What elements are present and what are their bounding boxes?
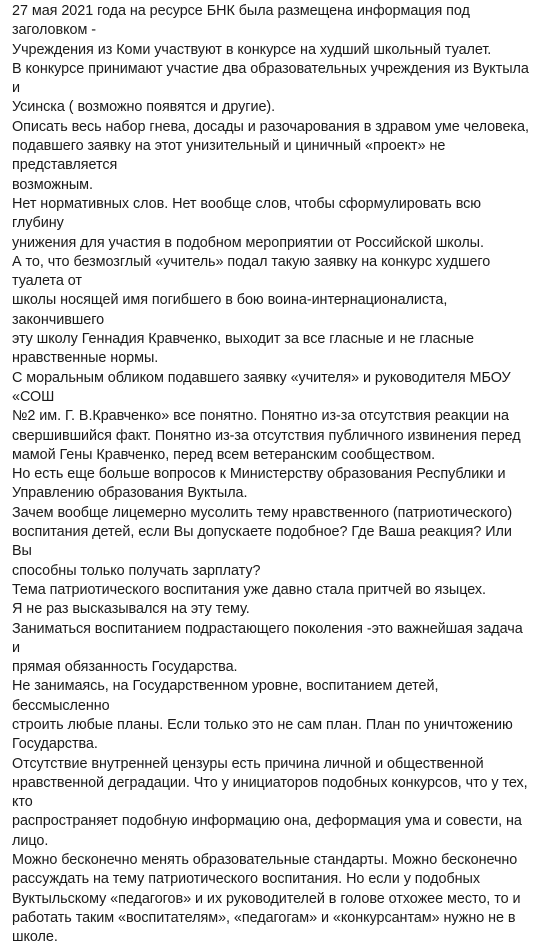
paragraph-8: Зачем вообще лицемерно мусолить тему нравственного (патриотического) воспитания детей, если Вы допускаете подобное? Где Ваша реакция? Или Вы способны только получать зарплату? <box>12 504 513 579</box>
paragraph-14: Можно бесконечно менять образовательные стандарты. Можно бесконечно рассуждать на тему патриотического воспитания. Но если у подобных Вуктыльскому «педагогов» и их руководителей в голове отхожее место, то и работать таким «воспитателям», «педагогам» и «конкурсантам» нужно не в школе. <box>12 852 521 946</box>
paragraph-2: В конкурсе принимают участие два образовательных учреждения из Вуктыла и Усинска ( возможно появятся и другие). <box>12 60 529 116</box>
paragraph-7: Но есть еще больше вопросов к Министерству образования Республики и Управлению образования Вуктыла. <box>12 466 506 502</box>
paragraph-1: 27 мая 2021 года на ресурсе БНК была размещена информация под заголовком - Учреждения из Коми участвуют в конкурсе на худший школьный туалет. <box>12 3 492 58</box>
paragraph-11: Заниматься воспитанием подрастающего поколения -это важнейшая задача и прямая обязанность Государства. <box>12 620 523 676</box>
paragraph-4: Нет нормативных слов. Нет вообще слов, чтобы сформулировать всю глубину унижения для участия в подобном мероприятии от Российской школы. <box>12 195 484 251</box>
paragraph-3: Описать весь набор гнева, досады и разочарования в здравом уме человека, подавшего заявку на этот унизительный и циничный «проект» не представляется возможным. <box>12 118 529 193</box>
paragraph-12: Не занимаясь, на Государственном уровне, воспитанием детей, бессмысленно строить любые планы. Если только это не сам план. План по уничтожению Государства. <box>12 678 513 753</box>
paragraph-5: А то, что безмозглый «учитель» подал такую заявку на конкурс худшего туалета от школы носящей имя погибшего в бою воина-интернационалиста, закончившего эту школу Геннадия Кравченко, выходит за все гласные и не гласные нравственные нормы. <box>12 253 491 367</box>
paragraph-13: Отсутствие внутренней цензуры есть причина личной и общественной нравственной деградации. Что у инициаторов подобных конкурсов, что у тех, кто распространяет подобную информацию она, деформация ума и совести, на лицо. <box>12 755 528 849</box>
paragraph-6: С моральным обликом подавшего заявку «учителя» и руководителя МБОУ «СОШ №2 им. Г. В.Кравченко» все понятно. Понятно из-за отсутствия реакции на свершившийся факт. Понятно из-за отсутствия публичного извинения перед мамой Гены Кравченко, перед всем ветеранским сообществом. <box>12 369 521 463</box>
paragraph-10: Я не раз высказывался на эту тему. <box>12 601 250 618</box>
paragraph-9: Тема патриотического воспитания уже давно стала притчей во языцех. <box>12 581 486 598</box>
